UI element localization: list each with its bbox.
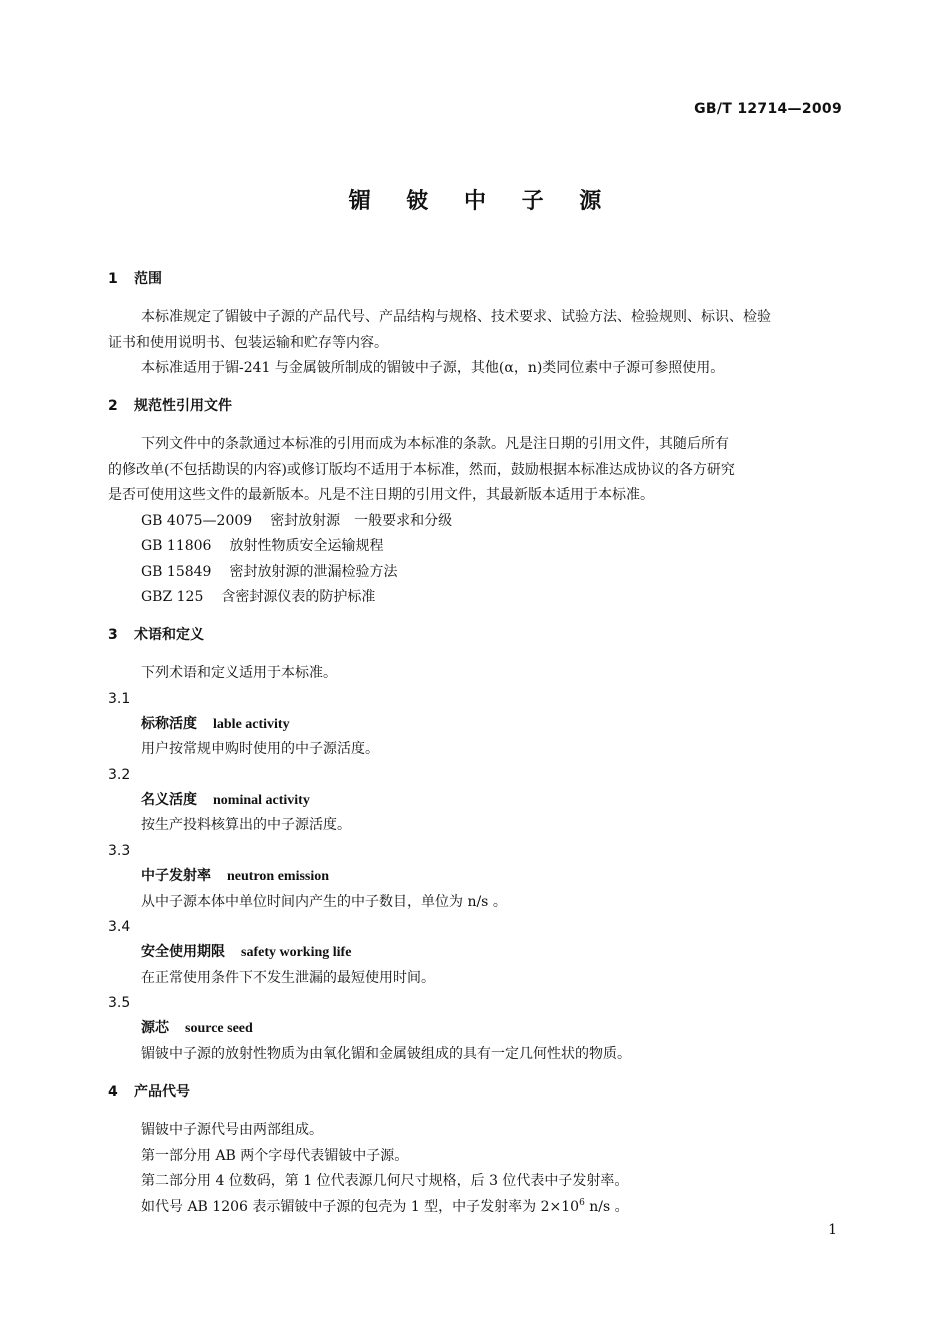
term-definition: 在正常使用条件下不发生泄漏的最短使用时间。	[141, 970, 435, 986]
section-1-paragraph-2: 本标准适用于镅-241 与金属铍所制成的镅铍中子源，其他(α，n)类同位素中子源可参照使用。	[141, 360, 725, 376]
section-4-paragraph-1: 镅铍中子源代号由两部组成。	[141, 1122, 323, 1138]
term-en: source seed	[185, 1021, 253, 1036]
document-title: 镅 铍 中 子 源	[348, 189, 616, 214]
term-en: lable activity	[213, 717, 290, 732]
section-1-paragraph-1-line-1: 本标准规定了镅铍中子源的产品代号、产品结构与规格、技术要求、试验方法、检验规则、标识、检验	[141, 309, 771, 325]
example-text: 如代号 AB 1206 表示镅铍中子源的包壳为 1 型，中子发射率为 2×10	[141, 1199, 580, 1215]
clause-number: 3.4	[108, 919, 131, 935]
example-unit: n/s 。	[584, 1199, 629, 1215]
reference-title: 密封放射源的泄漏检验方法	[229, 564, 398, 580]
section-title: 范围	[134, 271, 162, 287]
section-2-paragraph-line-2: 的修改单(不包括勘误的内容)或修订版均不适用于本标准，然而，鼓励根据本标准达成协议的各方研究	[108, 462, 735, 478]
reference-code: GB 11806	[141, 538, 212, 554]
term-definition: 用户按常规申购时使用的中子源活度。	[141, 741, 379, 757]
reference-item	[141, 511, 844, 531]
term-definition: 从中子源本体中单位时间内产生的中子数目，单位为 n/s 。	[141, 894, 507, 910]
clause-number: 3.5	[108, 995, 131, 1011]
section-2-paragraph-line-1: 下列文件中的条款通过本标准的引用而成为本标准的条款。凡是注日期的引用文件，其随后所有	[141, 436, 729, 452]
section-4-paragraph-2: 第一部分用 AB 两个字母代表镅铍中子源。	[141, 1148, 409, 1164]
term-heading	[141, 790, 877, 811]
section-3-heading	[108, 625, 844, 645]
section-4-paragraph-3: 第二部分用 4 位数码，第 1 位代表源几何尺寸规格，后 3 位代表中子发射率。	[141, 1173, 629, 1189]
section-number: 3	[108, 627, 118, 643]
section-4-paragraph-4	[141, 1197, 844, 1217]
section-title: 产品代号	[134, 1084, 190, 1100]
section-4-heading	[108, 1082, 844, 1102]
term-en: nominal activity	[213, 793, 310, 808]
clause-number: 3.1	[108, 691, 131, 707]
section-title: 规范性引用文件	[134, 398, 232, 414]
section-1-paragraph-1-line-2: 证书和使用说明书、包装运输和贮存等内容。	[108, 335, 388, 351]
exponent: 6	[579, 1198, 585, 1208]
reference-item	[141, 536, 844, 556]
reference-code: GBZ 125	[141, 589, 204, 605]
reference-title: 放射性物质安全运输规程	[229, 538, 384, 554]
term-heading	[141, 714, 877, 735]
term-zh: 名义活度	[141, 792, 197, 808]
term-definition: 按生产投料核算出的中子源活度。	[141, 817, 351, 833]
term-definition: 镅铍中子源的放射性物质为由氧化镅和金属铍组成的具有一定几何性状的物质。	[141, 1046, 631, 1062]
term-en: safety working life	[241, 945, 352, 960]
reference-title: 含密封源仪表的防护标准	[221, 589, 376, 605]
reference-code: GB 4075—2009	[141, 513, 253, 529]
reference-code: GB 15849	[141, 564, 212, 580]
clause-number: 3.2	[108, 767, 131, 783]
term-en: neutron emission	[227, 869, 330, 884]
standard-code: GB/T 12714—2009	[694, 101, 842, 117]
section-2-heading	[108, 396, 844, 416]
reference-title: 密封放射源 一般要求和分级	[270, 513, 453, 529]
term-zh: 标称活度	[141, 716, 197, 732]
section-title: 术语和定义	[134, 627, 204, 643]
section-1-heading	[108, 269, 844, 289]
clause-number: 3.3	[108, 843, 131, 859]
section-3-intro: 下列术语和定义适用于本标准。	[141, 665, 337, 681]
section-2-paragraph-line-3: 是否可使用这些文件的最新版本。凡是不注日期的引用文件，其最新版本适用于本标准。	[108, 487, 654, 503]
term-zh: 中子发射率	[141, 868, 211, 884]
term-zh: 安全使用期限	[141, 944, 225, 960]
term-heading	[141, 1018, 877, 1039]
reference-item	[141, 562, 844, 582]
term-zh: 源芯	[141, 1020, 169, 1036]
reference-item	[141, 587, 844, 607]
section-number: 2	[108, 398, 118, 414]
section-number: 4	[108, 1084, 118, 1100]
term-heading	[141, 866, 877, 887]
page-number: 1	[828, 1222, 837, 1238]
term-heading	[141, 942, 877, 963]
section-number: 1	[108, 271, 118, 287]
